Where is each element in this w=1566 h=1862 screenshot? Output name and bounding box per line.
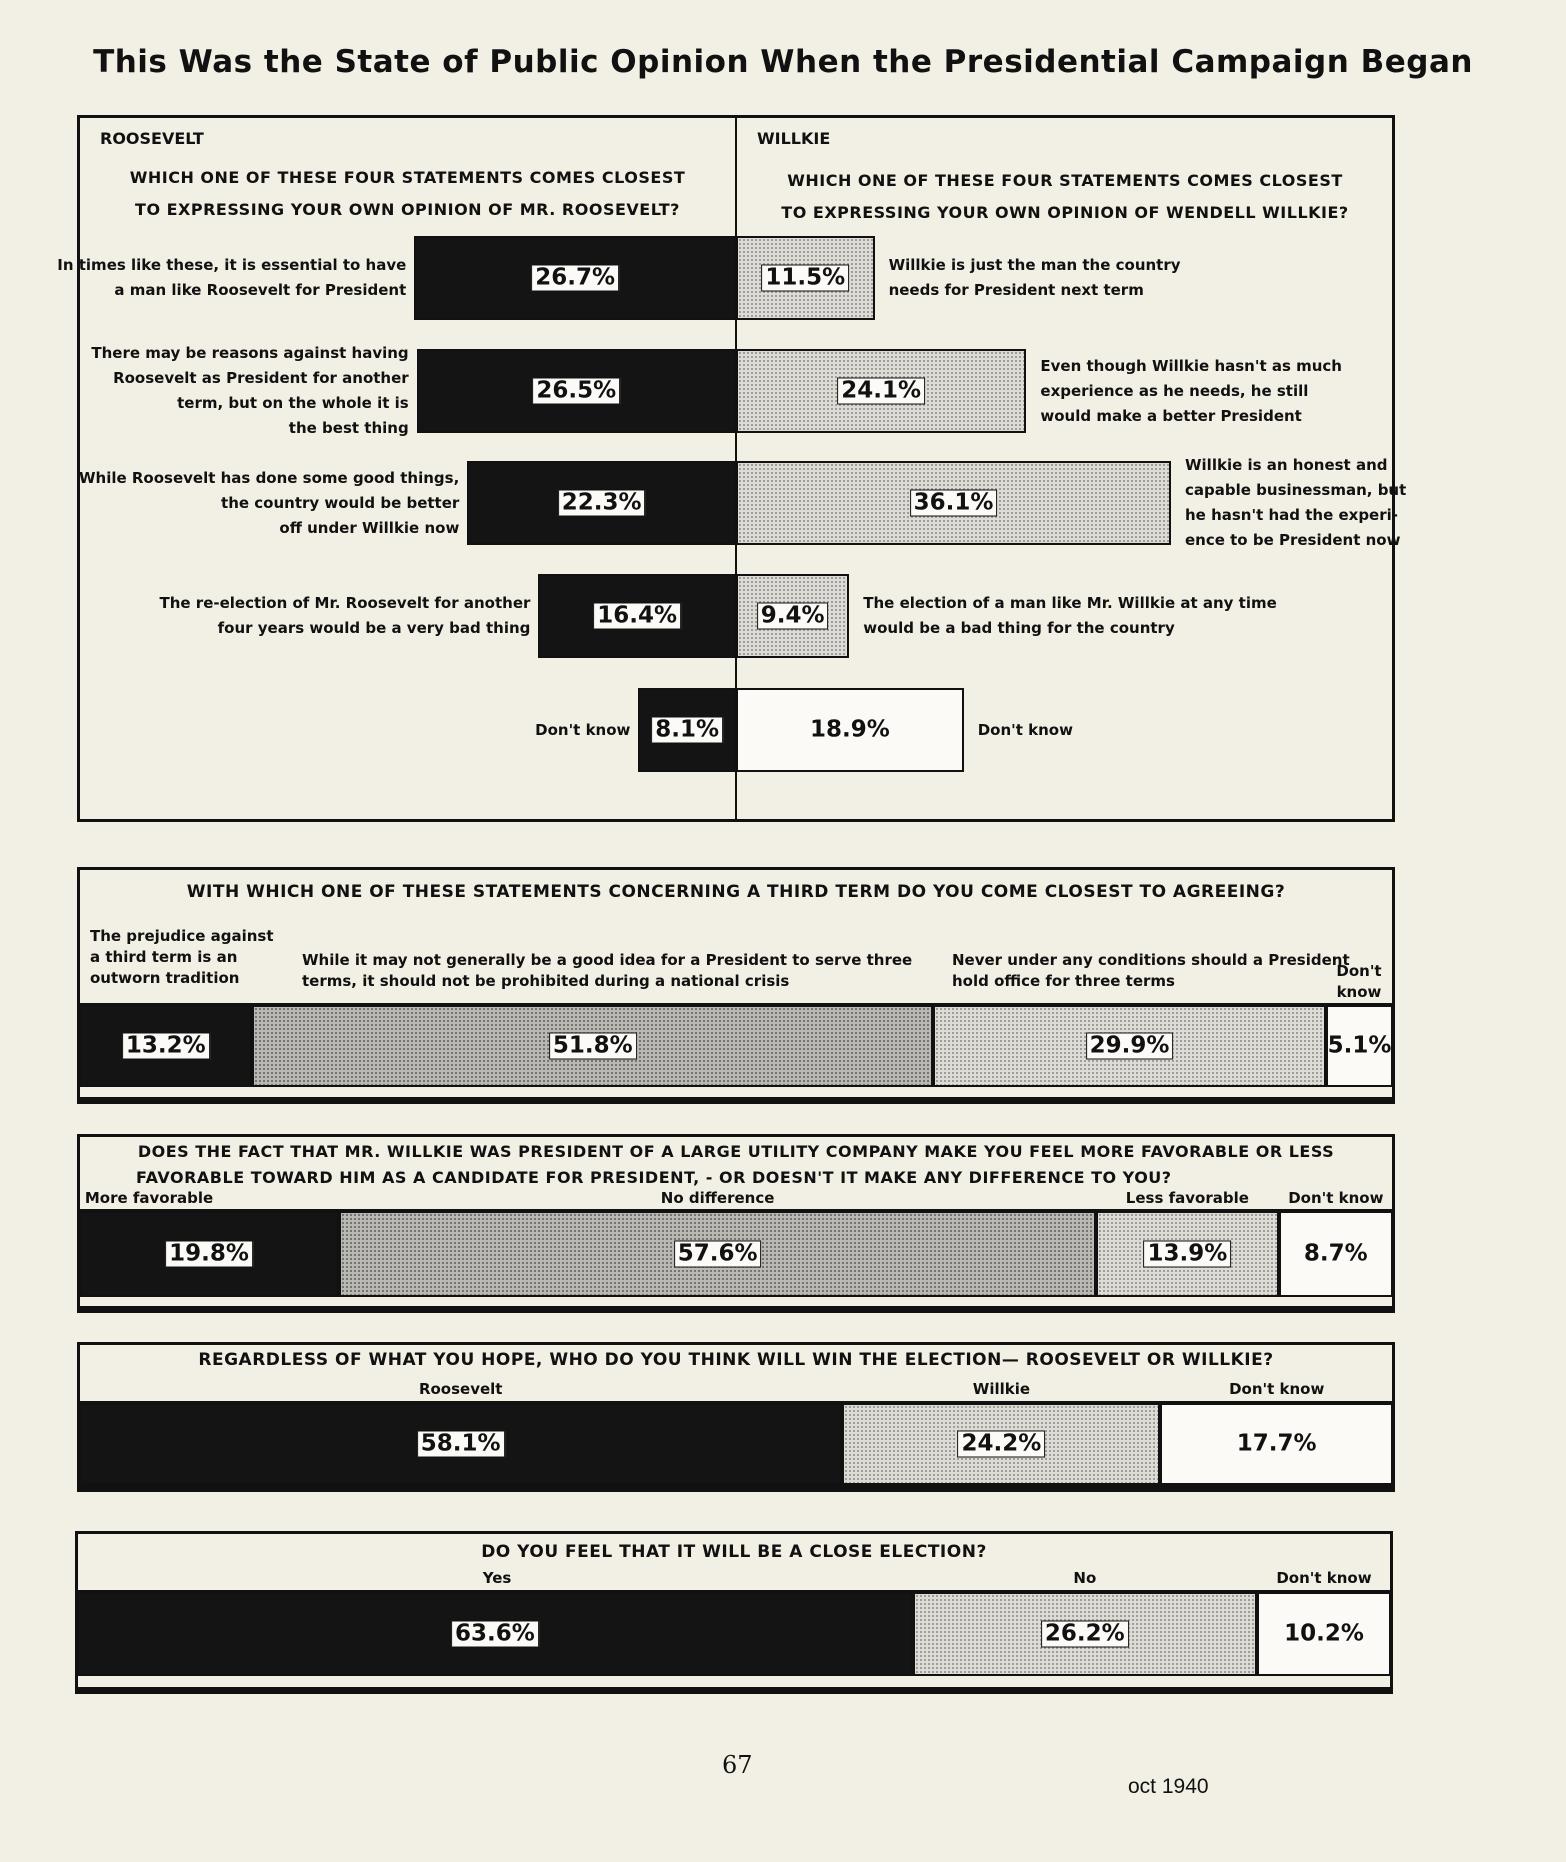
willkie-value-label: 11.5% <box>761 265 849 292</box>
willkie-value-label: 9.4% <box>757 603 829 630</box>
willkie-category-label: Willkie is an honest and <box>1185 456 1388 474</box>
willkie-category-label: The election of a man like Mr. Willkie at any time <box>863 594 1277 612</box>
roosevelt-question-line-2: TO EXPRESSING YOUR OWN OPINION OF MR. ROOSEVELT? <box>135 200 680 219</box>
third-term-category-label: know <box>1336 983 1382 1001</box>
roosevelt-category-label: In times like these, it is essential to have <box>57 256 407 274</box>
close-election-category-label: Don't know <box>1276 1569 1372 1587</box>
third-term-category-label: Never under any conditions should a President <box>952 951 1350 969</box>
roosevelt-category-label: Don't know <box>535 720 631 739</box>
close-election-question: DO YOU FEEL THAT IT WILL BE A CLOSE ELECTION? <box>481 1542 987 1562</box>
willkie-category-label: capable businessman, but <box>1185 481 1407 499</box>
who-will-win-question: REGARDLESS OF WHAT YOU HOPE, WHO DO YOU THINK WILL WIN THE ELECTION— ROOSEVELT OR WILLKIE? <box>198 1350 1274 1370</box>
close-election-category-label: No <box>1073 1569 1097 1587</box>
third-term-category-label: The prejudice against <box>90 927 274 945</box>
utility-value-label: 13.9% <box>1143 1241 1231 1268</box>
willkie-category-label: experience as he needs, he still <box>1040 381 1309 400</box>
roosevelt-value-label: 26.5% <box>532 378 620 405</box>
utility-category-label: Less favorable <box>1125 1189 1249 1207</box>
who-will-win-category-label: Don't know <box>1229 1380 1325 1398</box>
utility-category-label: Don't know <box>1288 1189 1384 1207</box>
willkie-value-label: 36.1% <box>910 490 998 517</box>
willkie-category-label: would make a better President <box>1040 406 1302 425</box>
who-will-win-category-label: Willkie <box>972 1380 1031 1398</box>
utility-value-label: 19.8% <box>165 1241 253 1268</box>
close-election-value-label: 10.2% <box>1284 1620 1364 1647</box>
third-term-category-label: Don't <box>1336 962 1382 980</box>
third-term-question: WITH WHICH ONE OF THESE STATEMENTS CONCERNING A THIRD TERM DO YOU COME CLOSEST TO AGREEING? <box>186 882 1286 902</box>
roosevelt-category-label: four years would be a very bad thing <box>217 619 531 637</box>
date-note: oct 1940 <box>1128 1775 1209 1798</box>
willkie-category-label: needs for President next term <box>888 281 1144 299</box>
who-will-win-value-label: 58.1% <box>417 1431 505 1458</box>
willkie-question-line-1: WHICH ONE OF THESE FOUR STATEMENTS COMES CLOSEST <box>787 171 1343 190</box>
third-term-category-label: terms, it should not be prohibited during a national crisis <box>302 972 790 990</box>
roosevelt-question-line-1: WHICH ONE OF THESE FOUR STATEMENTS COMES CLOSEST <box>129 168 686 187</box>
roosevelt-value-label: 26.7% <box>531 265 619 292</box>
willkie-value-label: 18.9% <box>809 716 890 743</box>
roosevelt-category-label: There may be reasons against having <box>91 344 409 362</box>
who-will-win-category-label: Roosevelt <box>418 1380 503 1398</box>
willkie-category-label: Willkie is just the man the country <box>888 256 1181 274</box>
utility-category-label: More favorable <box>84 1189 214 1207</box>
third-term-category-label: hold office for three terms <box>952 972 1175 990</box>
roosevelt-category-label: term, but on the whole it is <box>177 394 409 412</box>
willkie-value-label: 24.1% <box>837 378 925 405</box>
utility-value-label: 8.7% <box>1303 1240 1368 1267</box>
willkie-category-label: would be a bad thing for the country <box>863 619 1175 637</box>
willkie-category-label: he hasn't had the experi- <box>1185 506 1398 524</box>
roosevelt-header: ROOSEVELT <box>100 129 204 148</box>
utility-category-label: No difference <box>660 1189 775 1207</box>
roosevelt-value-label: 16.4% <box>593 603 681 630</box>
who-will-win-value-label: 24.2% <box>958 1431 1046 1458</box>
willkie-question-line-2: TO EXPRESSING YOUR OWN OPINION OF WENDELL WILLKIE? <box>781 203 1349 222</box>
willkie-header: WILLKIE <box>757 129 831 148</box>
roosevelt-category-label: Roosevelt as President for another <box>113 369 409 387</box>
third-term-category-label: a third term is an <box>90 948 238 966</box>
roosevelt-category-label: The re-election of Mr. Roosevelt for another <box>159 594 531 612</box>
third-term-value-label: 5.1% <box>1327 1032 1392 1059</box>
page-number: 67 <box>722 1751 753 1779</box>
roosevelt-category-label: the country would be better <box>221 493 460 512</box>
third-term-value-label: 13.2% <box>122 1033 210 1060</box>
third-term-value-label: 29.9% <box>1086 1033 1174 1060</box>
utility-value-label: 57.6% <box>674 1241 762 1268</box>
roosevelt-category-label: While Roosevelt has done some good things, <box>78 468 460 487</box>
close-election-value-label: 63.6% <box>451 1621 539 1648</box>
third-term-category-label: While it may not generally be a good idea for a President to serve three <box>302 951 913 969</box>
utility-question-line-2: FAVORABLE TOWARD HIM AS A CANDIDATE FOR PRESIDENT, - OR DOESN'T IT MAKE ANY DIFFERENCE TO YOU? <box>136 1168 1172 1187</box>
third-term-value-label: 51.8% <box>549 1033 637 1060</box>
willkie-category-label: Don't know <box>977 720 1073 739</box>
third-term-category-label: outworn tradition <box>90 969 240 987</box>
page-title: This Was the State of Public Opinion When the Presidential Campaign Began <box>93 44 1473 80</box>
roosevelt-category-label: the best thing <box>288 419 409 437</box>
willkie-category-label: ence to be President now <box>1185 531 1401 549</box>
utility-question-line-1: DOES THE FACT THAT MR. WILLKIE WAS PRESIDENT OF A LARGE UTILITY COMPANY MAKE YOU FEEL MORE FAVORABLE OR LESS <box>137 1142 1335 1161</box>
close-election-value-label: 26.2% <box>1041 1621 1129 1648</box>
willkie-category-label: Even though Willkie hasn't as much <box>1040 356 1342 375</box>
close-election-category-label: Yes <box>482 1569 512 1587</box>
roosevelt-value-label: 8.1% <box>651 717 723 744</box>
roosevelt-category-label: off under Willkie now <box>279 518 460 537</box>
who-will-win-value-label: 17.7% <box>1236 1430 1317 1457</box>
roosevelt-category-label: a man like Roosevelt for President <box>114 281 407 299</box>
roosevelt-value-label: 22.3% <box>558 490 646 517</box>
